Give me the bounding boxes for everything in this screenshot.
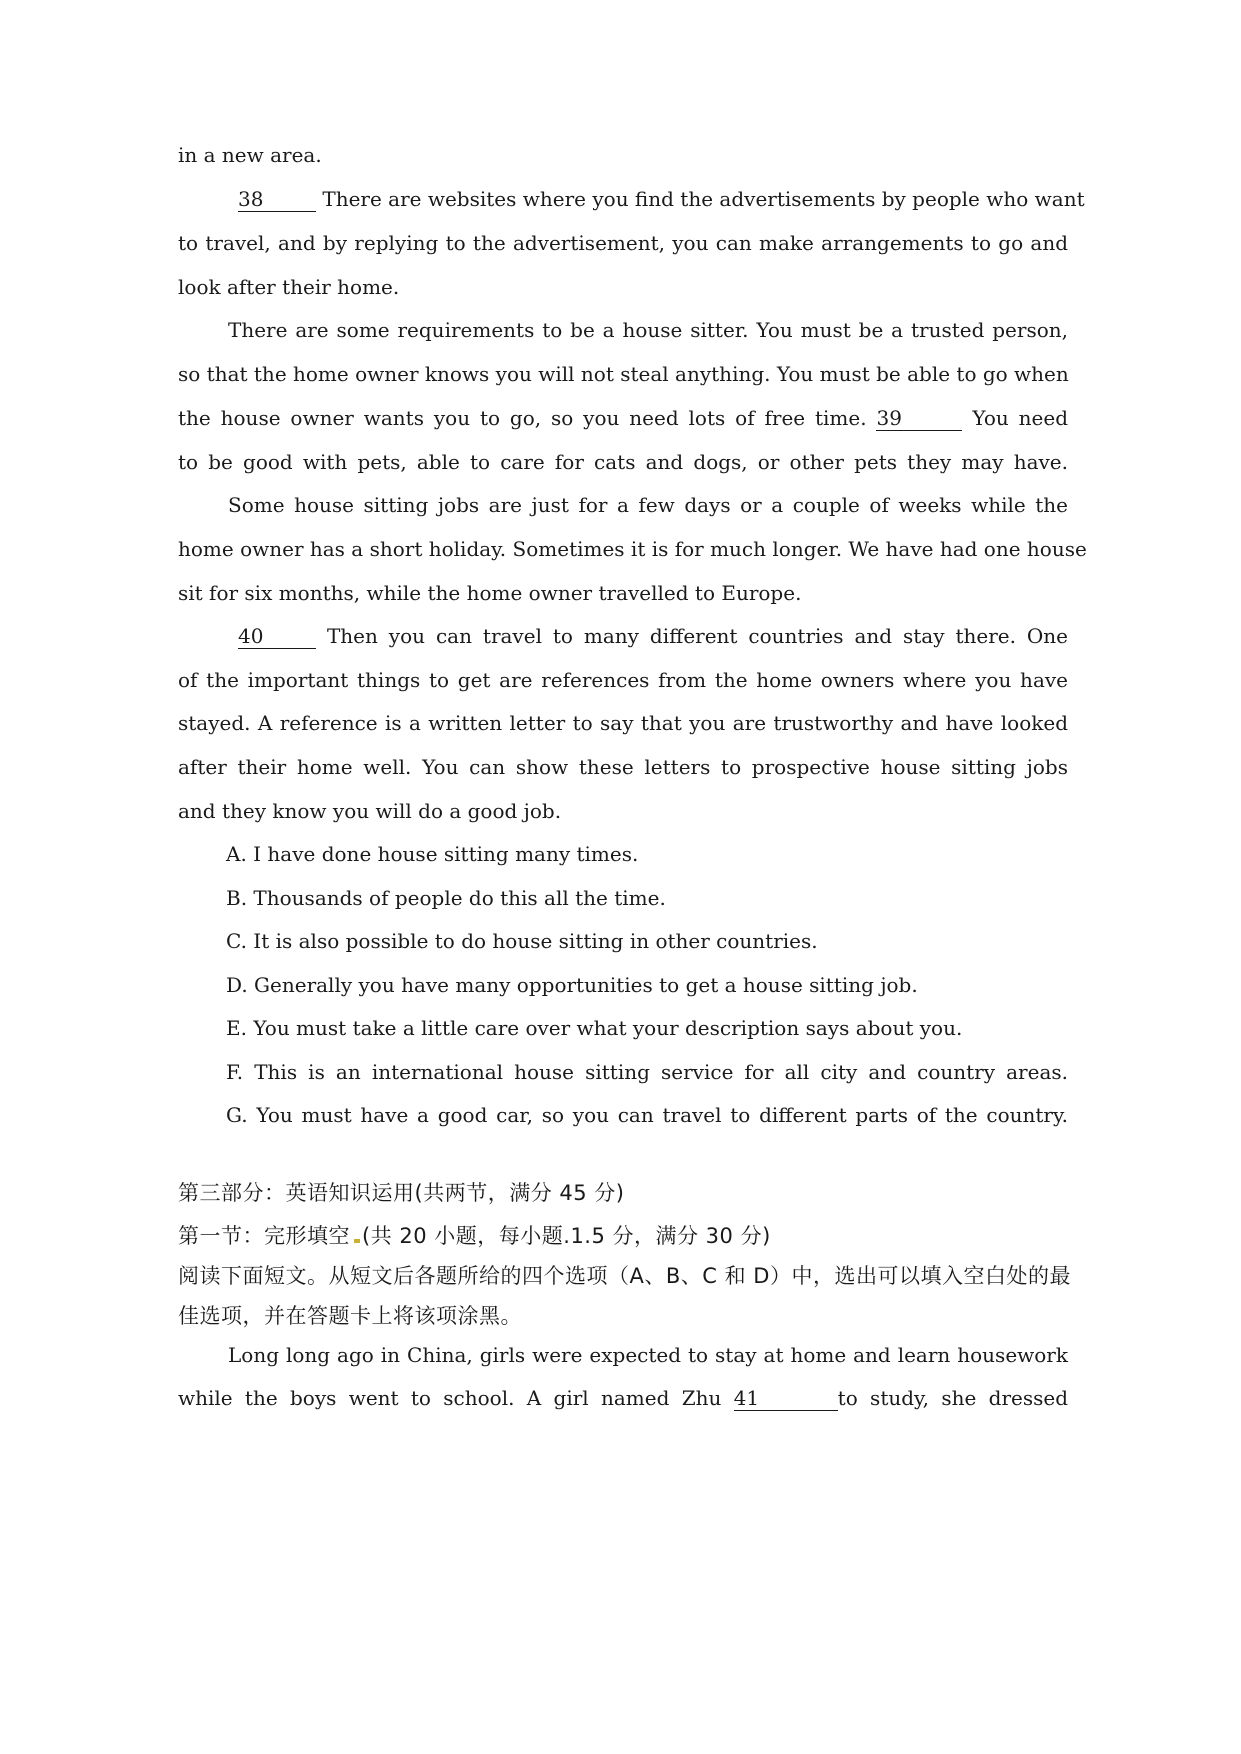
text-line: [228, 315, 1068, 345]
paragraph-text: There are websites where you find the advertisements by people who want: [322, 187, 1085, 211]
text-line: [228, 490, 1068, 520]
instruction-line: 阅读下面短文。从短文后各题所给的四个选项（A、B、C 和 D）中，选出可以填入空白处的最: [178, 1264, 1071, 1288]
text-line: [178, 359, 1068, 389]
option-f: F. This is an international house sitting service for all city and country areas.: [226, 1060, 1068, 1084]
text-line: [178, 403, 1068, 433]
paragraph-text: to be good with pets, able to care for cats and dogs, or other pets they may have.: [178, 450, 1068, 474]
text-line: [178, 140, 1068, 170]
paragraph-text: home owner has a short holiday. Sometimes it is for much longer. We have had one house: [178, 537, 1087, 561]
answer-blank-39[interactable]: 39: [876, 406, 962, 431]
option-c: C. It is also possible to do house sitting in other countries.: [226, 929, 818, 953]
paragraph-text: sit for six months, while the home owner travelled to Europe.: [178, 581, 802, 605]
paragraph-text: Then you can travel to many different countries and stay there. One: [326, 624, 1068, 648]
paragraph-text: Long long ago in China, girls were expected to stay at home and learn housework: [228, 1343, 1068, 1367]
paragraph-text: There are some requirements to be a house sitter. You must be a trusted person,: [228, 318, 1068, 342]
paragraph-text: of the important things to get are references from the home owners where you have: [178, 668, 1068, 692]
section-title: 第三部分：英语知识运用(共两节，满分 45 分): [178, 1181, 625, 1205]
option-d: D. Generally you have many opportunities to get a house sitting job.: [226, 973, 918, 997]
text-line: [178, 708, 1068, 738]
instruction-line: 佳选项，并在答题卡上将该项涂黑。: [178, 1304, 522, 1328]
paragraph-text: so that the home owner knows you will not steal anything. You must be able to go when: [178, 362, 1069, 386]
text-line: [178, 665, 1068, 695]
answer-blank-41[interactable]: 41: [734, 1386, 838, 1411]
subsection-title: [178, 1219, 1078, 1253]
option-g: G. You must have a good car, so you can travel to different parts of the country.: [226, 1103, 1068, 1127]
paragraph-text: stayed. A reference is a written letter to say that you are trustworthy and have looked: [178, 711, 1068, 735]
paragraph-text: in a new area.: [178, 143, 322, 167]
paragraph-text: to study, she dressed: [837, 1386, 1069, 1410]
option-e: E. You must take a little care over what your description says about you.: [226, 1016, 963, 1040]
text-line: [178, 796, 1068, 826]
paragraph-text: after their home well. You can show these letters to prospective house sitting jobs: [178, 755, 1068, 779]
text-line: [238, 184, 1085, 214]
highlight-mark: [354, 1239, 360, 1243]
paragraph-text: look after their home.: [178, 275, 400, 299]
paragraph-text: to travel, and by replying to the advertisement, you can make arrangements to go and: [178, 231, 1068, 255]
answer-blank-40[interactable]: 40: [238, 624, 316, 649]
text-line: [178, 447, 1068, 477]
paragraph-text: while the boys went to school. A girl named Zhu: [178, 1386, 722, 1410]
paragraph-text: the house owner wants you to go, so you need lots of free time.: [178, 406, 867, 430]
paragraph-text: Some house sitting jobs are just for a few days or a couple of weeks while the: [228, 493, 1068, 517]
text-line: [178, 752, 1068, 782]
paragraph-text: and they know you will do a good job.: [178, 799, 562, 823]
text-line: [178, 1383, 1068, 1413]
answer-blank-38[interactable]: 38: [238, 187, 316, 212]
subsection-title-main: 第一节：完形填空: [178, 1224, 350, 1248]
text-line: [178, 228, 1068, 258]
text-line: [178, 272, 1068, 302]
option-b: B. Thousands of people do this all the time.: [226, 886, 666, 910]
text-line: [178, 578, 1068, 608]
option-a: A. I have done house sitting many times.: [226, 842, 639, 866]
subsection-title-detail: (共 20 小题，每小题.1.5 分，满分 30 分): [362, 1224, 771, 1248]
text-line: [238, 621, 1068, 651]
text-line: [228, 1340, 1068, 1370]
paragraph-text: You need: [972, 406, 1068, 430]
text-line: [178, 534, 1087, 564]
